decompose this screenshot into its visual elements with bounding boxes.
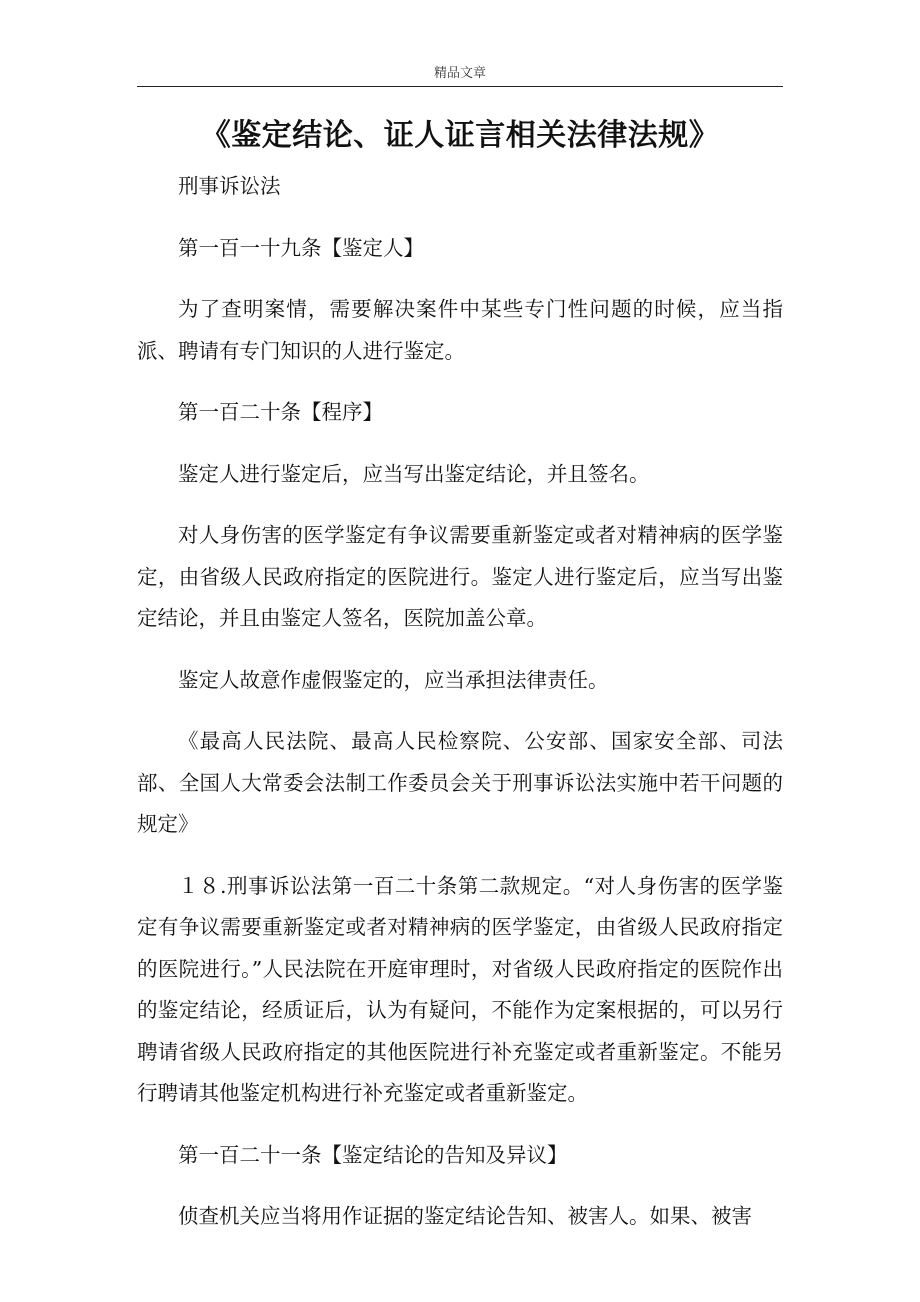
document-body xyxy=(137,166,783,1258)
paragraph-article-120-text-2: 对人身伤害的医学鉴定有争议需要重新鉴定或者对精神病的医学鉴定，由省级人民政府指定的医院进行。鉴定人进行鉴定后，应当写出鉴定结论，并且由鉴定人签名，医院加盖公章。 xyxy=(137,523,783,630)
paragraph-article-120-text-1: 鉴定人进行鉴定后，应当写出鉴定结论，并且签名。 xyxy=(178,461,650,486)
paragraph-article-119-text: 为了查明案情，需要解决案件中某些专门性问题的时候，应当指派、聘请有专门知识的人进行鉴定。 xyxy=(137,297,783,363)
paragraph-regulation-title: 《最高人民法院、最高人民检察院、公安部、国家安全部、司法部、全国人大常委会法制工作委员会关于刑事诉讼法实施中若干问题的规定》 xyxy=(137,729,783,836)
document-title: 《鉴定结论、证人证言相关法律法规》 xyxy=(200,118,720,153)
paragraph-article-120-text-3: 鉴定人故意作虚假鉴定的，应当承担法律责任。 xyxy=(178,667,609,692)
paragraph-article-119-heading: 第一百一十九条【鉴定人】 xyxy=(178,235,424,260)
paragraph-article-121-text: 侦查机关应当将用作证据的鉴定结论告知、被害人。如果、被害 xyxy=(178,1204,752,1228)
page-header xyxy=(137,64,783,87)
paragraph-regulation-18: １８.刑事诉讼法第一百二十条第二款规定。“对人身伤害的医学鉴定有争议需要重新鉴定或者对精神病的医学鉴定，由省级人民政府指定的医院进行。”人民法院在开庭审理时，对省级人民政府指定的医院作出的鉴定结论，经质证后，认为有疑问，不能作为定案根据的，可以另行聘请省级人民政府指定的其他医院进行补充鉴定或者重新鉴定。不能另行聘请其他鉴定机构进行补充鉴定或者重新鉴定。 xyxy=(137,873,783,1105)
paragraph-article-121-heading: 第一百二十一条【鉴定结论的告知及异议】 xyxy=(178,1142,568,1167)
paragraph-article-120-heading: 第一百二十条【程序】 xyxy=(178,400,383,424)
header-label: 精品文章 xyxy=(433,66,486,81)
paragraph-law-name: 刑事诉讼法 xyxy=(178,174,281,198)
